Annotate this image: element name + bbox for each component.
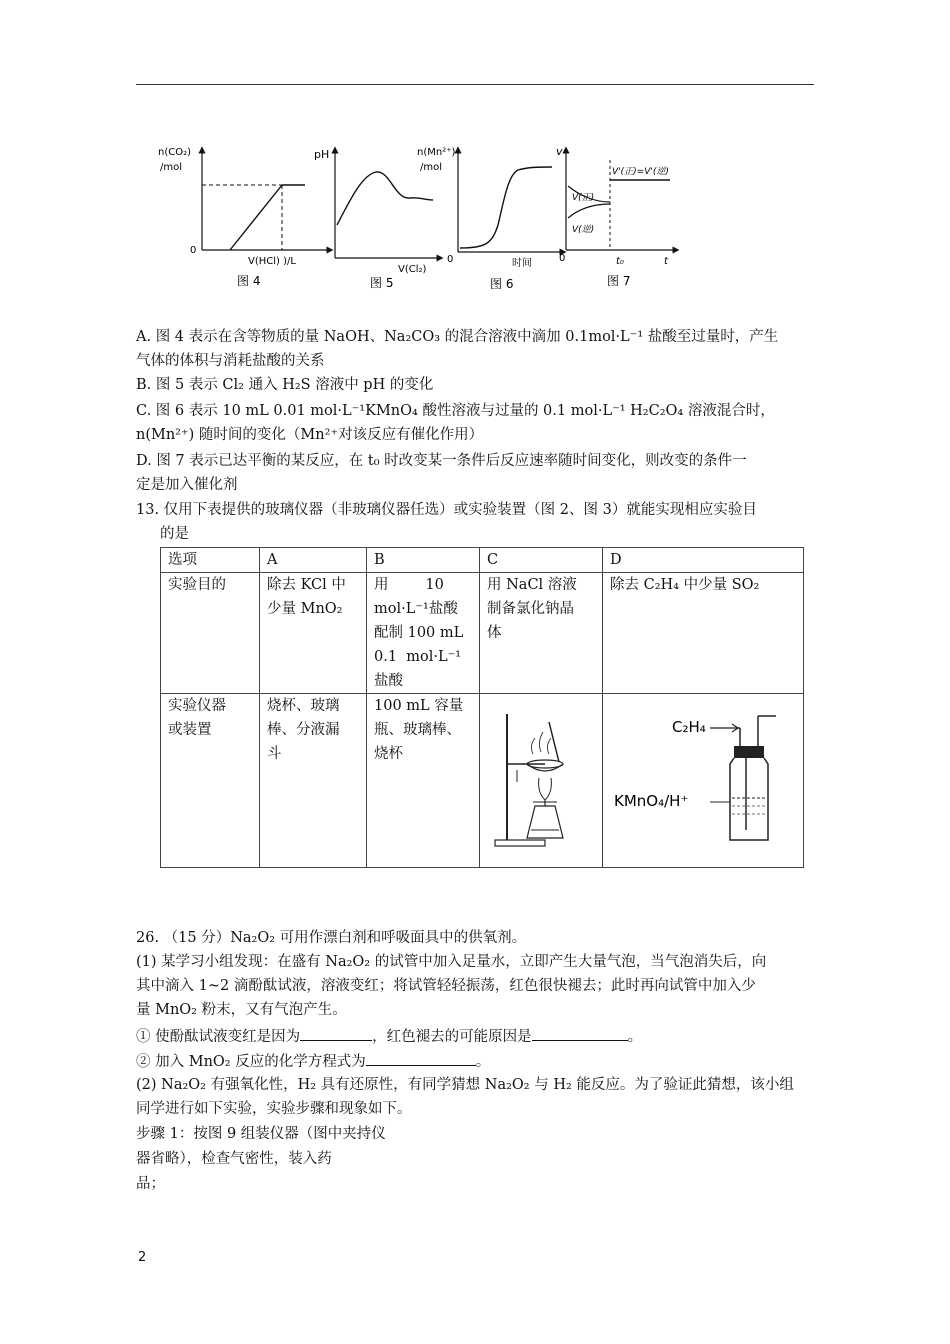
fig7-reverse-label: V(逆) <box>572 225 595 235</box>
fig7-origin: 0 <box>559 253 566 264</box>
th-d: D <box>603 548 804 573</box>
q26-question-1a <box>136 1024 642 1048</box>
q26-q1b-end: 。 <box>475 1054 491 1070</box>
fig6-ylabel: n(Mn²⁺) <box>417 147 456 158</box>
fig5-curve <box>337 172 433 225</box>
q26-p1-line1: (1) 某学习小组发现：在盛有 Na₂O₂ 的试管中加入足量水，立即产生大量气泡，当气泡消失后，向 <box>136 954 767 970</box>
q26-step1-line1: 步骤 1：按图 9 组装仪器（图中夹持仪 <box>136 1126 386 1142</box>
fig4-yunit: /mol <box>160 162 183 173</box>
q12-option-a-line2: 气体的体积与消耗盐酸的关系 <box>136 353 325 369</box>
answer-blank-1[interactable] <box>300 1024 372 1041</box>
figure-6 <box>417 147 566 291</box>
evaporation-apparatus-image <box>487 702 587 852</box>
purpose-b-line: 用 10 <box>374 577 444 593</box>
q12-option-b: B. 图 5 表示 Cl₂ 通入 H₂S 溶液中 pH 的变化 <box>136 377 434 393</box>
figure-4 <box>158 147 330 288</box>
q26-p1-line3: 量 MnO₂ 粉末，又有气泡产生。 <box>136 1002 347 1018</box>
fig7-eq-label: V'(正)=V'(逆) <box>612 167 669 177</box>
purpose-a-line: 除去 KCl 中 <box>267 577 346 593</box>
fig6-caption: 图 6 <box>490 277 514 291</box>
apparatus-b-line: 100 mL 容量 <box>374 698 464 714</box>
purpose-b-line: 0.1 mol·L⁻¹ <box>374 649 462 665</box>
gas-washing-bottle-image <box>610 702 790 852</box>
fig7-ylabel: v <box>556 145 563 158</box>
purpose-label: 实验目的 <box>161 573 260 694</box>
q26-q1a-pre: ① 使酚酞试液变红是因为 <box>136 1029 301 1045</box>
fig5-ylabel: pH <box>314 148 330 161</box>
answer-blank-3[interactable] <box>366 1049 476 1066</box>
apparatus-a-line: 斗 <box>267 746 282 762</box>
q13-stem-line1: 13. 仅用下表提供的玻璃仪器（非玻璃仪器任选）或实验装置（图 2、图 3）就能实现相应实验目 <box>136 502 757 518</box>
q13-table <box>160 547 804 868</box>
q26-p2-line1: (2) Na₂O₂ 有强氧化性，H₂ 具有还原性，有同学猜想 Na₂O₂ 与 H₂ 能反应。为了验证此猜想，该小组 <box>136 1077 794 1093</box>
apparatus-label-line: 或装置 <box>168 722 212 738</box>
purpose-c <box>480 573 603 694</box>
header-rule <box>136 84 814 85</box>
apparatus-a-line: 棒、分液漏 <box>267 722 340 738</box>
fig6-xlabel: 时间 <box>512 258 532 269</box>
apparatus-d-reagent: KMnO₄/H⁺ <box>614 791 689 810</box>
purpose-d <box>603 573 804 694</box>
purpose-c-line: 用 NaCl 溶液 <box>487 577 577 593</box>
apparatus-b-line: 瓶、玻璃棒、 <box>374 722 461 738</box>
fig6-curve <box>460 167 552 248</box>
answer-blank-2[interactable] <box>532 1024 628 1041</box>
q12-option-d-line1: D. 图 7 表示已达平衡的某反应，在 t₀ 时改变某一条件后反应速率随时间变化，则改变的条件一 <box>136 453 747 469</box>
purpose-b-line: 盐酸 <box>374 673 403 689</box>
q26-title: 26. （15 分）Na₂O₂ 可用作漂白剂和呼吸面具中的供氧剂。 <box>136 930 527 946</box>
fig7-caption: 图 7 <box>607 274 631 288</box>
th-option: 选项 <box>161 548 260 573</box>
purpose-b <box>367 573 480 694</box>
apparatus-label-line: 实验仪器 <box>168 698 226 714</box>
purpose-b-line: 配制 100 mL <box>374 625 464 641</box>
apparatus-b-line: 烧杯 <box>374 746 403 762</box>
purpose-c-line: 体 <box>487 625 502 641</box>
table-row-purpose <box>161 573 804 694</box>
fig4-origin: 0 <box>190 245 197 256</box>
q26-q1b-pre: ② 加入 MnO₂ 反应的化学方程式为 <box>136 1054 366 1070</box>
fig4-xlabel: V(HCl) )/L <box>248 256 296 267</box>
fig7-xlabel: t <box>664 256 668 267</box>
apparatus-a-line: 烧杯、玻璃 <box>267 698 340 714</box>
th-c: C <box>480 548 603 573</box>
q26-q1a-end: 。 <box>627 1029 643 1045</box>
page-number: 2 <box>138 1250 147 1265</box>
q13-stem-line2: 的是 <box>160 526 189 542</box>
fig4-rising-line <box>230 185 282 250</box>
q12-option-d-line2: 定是加入催化剂 <box>136 477 238 493</box>
fig7-forward-label: V(正) <box>572 193 595 203</box>
purpose-d-line: 除去 C₂H₄ 中少量 SO₂ <box>610 577 760 593</box>
q12-option-a-line1: A. 图 4 表示在含等物质的量 NaOH、Na₂CO₃ 的混合溶液中滴加 0.1mol·L⁻¹ 盐酸至过量时，产生 <box>136 329 779 345</box>
q26-q1a-mid: ，红色褪去的可能原因是 <box>372 1029 532 1045</box>
apparatus-d <box>603 694 804 868</box>
apparatus-c <box>480 694 603 868</box>
q26-step1-line2: 器省略），检查气密性，装入药 <box>136 1151 332 1167</box>
figures-row <box>140 140 700 300</box>
fig7-t0: t₀ <box>616 256 624 267</box>
th-b: B <box>367 548 480 573</box>
fig4-caption: 图 4 <box>237 274 261 288</box>
th-a: A <box>260 548 367 573</box>
fig6-yunit: /mol <box>420 162 443 173</box>
fig5-caption: 图 5 <box>370 276 394 290</box>
table-row-apparatus <box>161 694 804 868</box>
q26-p2-line2: 同学进行如下实验，实验步骤和现象如下。 <box>136 1101 412 1117</box>
purpose-a-line: 少量 MnO₂ <box>267 601 343 617</box>
q26-question-1b <box>136 1049 490 1073</box>
purpose-b-line: mol·L⁻¹盐酸 <box>374 601 458 617</box>
q26-step1-line3: 品； <box>136 1176 165 1192</box>
fig6-origin: 0 <box>447 254 454 265</box>
purpose-c-line: 制备氯化钠晶 <box>487 601 574 617</box>
figures-svg <box>140 140 700 300</box>
apparatus-a <box>260 694 367 868</box>
table-header-row <box>161 548 804 573</box>
apparatus-d-gas: C₂H₄ <box>672 717 706 736</box>
apparatus-b <box>367 694 480 868</box>
fig7-reverse-curve <box>568 204 610 218</box>
q26-p1-line2: 其中滴入 1~2 滴酚酞试液，溶液变红；将试管轻轻振荡，红色很快褪去；此时再向试管中加入少 <box>136 978 756 994</box>
apparatus-label <box>161 694 260 868</box>
q12-option-c-line2: n(Mn²⁺) 随时间的变化（Mn²⁺对该反应有催化作用） <box>136 427 484 443</box>
fig5-xlabel: V(Cl₂) <box>398 264 427 275</box>
fig4-ylabel: n(CO₂) <box>158 147 192 158</box>
purpose-a <box>260 573 367 694</box>
q12-option-c-line1: C. 图 6 表示 10 mL 0.01 mol·L⁻¹KMnO₄ 酸性溶液与过量的 0.1 mol·L⁻¹ H₂C₂O₄ 溶液混合时， <box>136 403 775 419</box>
figure-7 <box>556 145 676 288</box>
